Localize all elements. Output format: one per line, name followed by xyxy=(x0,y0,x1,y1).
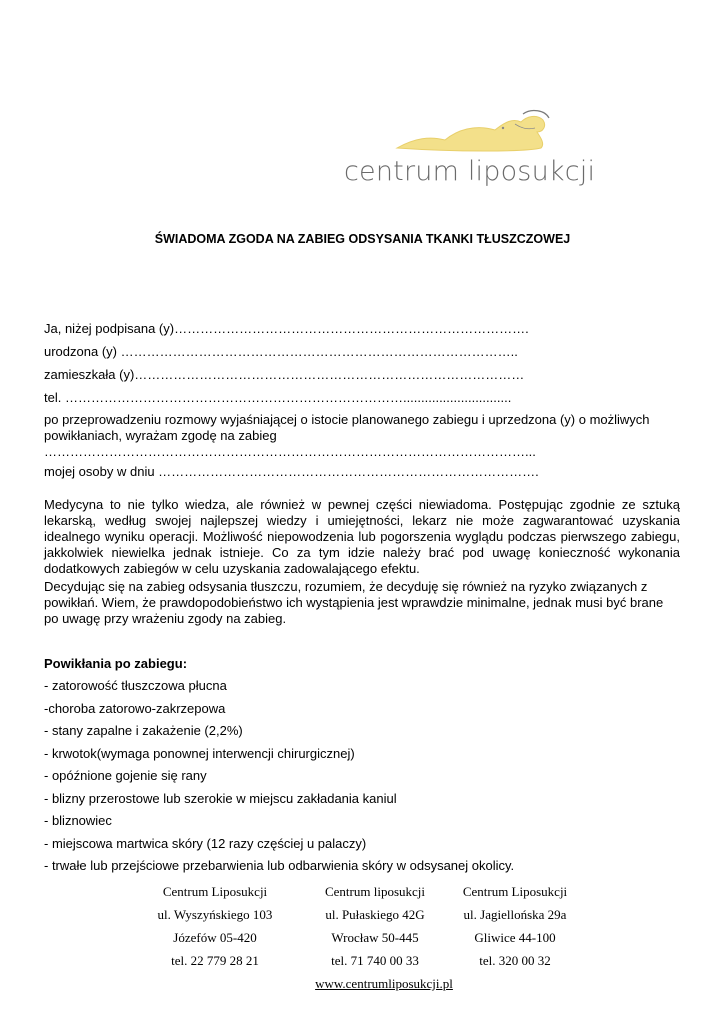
website-link[interactable]: www.centrumliposukcji.pl xyxy=(315,976,453,991)
clinic-street: ul. Jagiellońska 29a xyxy=(463,907,567,922)
document-title: ŚWIADOMA ZGODA NA ZABIEG ODSYSANIA TKANKI TŁUSZCZOWEJ xyxy=(154,232,571,246)
logo-text: centrum liposukcji xyxy=(344,156,596,187)
clinic-name: Centrum liposukcji xyxy=(324,884,426,899)
clinic-street: ul. Pułaskiego 42G xyxy=(325,907,425,922)
clinic-name: Centrum Liposukcji xyxy=(462,884,568,899)
list-item: - trwałe lub przejściowe przebarwienia lub odbarwienia skóry w odsysanej okolicy. xyxy=(44,858,515,873)
form-line-name: Ja, niżej podpisana (y)………………………………………………………………………. xyxy=(44,321,529,336)
form-line-date: mojej osoby w dniu ……………………………………………………………………………. xyxy=(44,464,539,479)
clinic-street: ul. Wyszyńskiego 103 xyxy=(157,907,273,922)
list-item: - bliznowiec xyxy=(44,813,112,828)
clinic-phone: tel. 71 740 00 33 xyxy=(331,953,419,968)
clinic-city: Gliwice 44-100 xyxy=(474,930,556,945)
list-item: - stany zapalne i zakażenie (2,2%) xyxy=(44,723,243,738)
list-item: - opóźnione gojenie się rany xyxy=(44,768,207,783)
clinic-city: Józefów 05-420 xyxy=(173,930,257,945)
paragraph-medicine: Medycyna to nie tylko wiedza, ale również w pewnej części niewiadoma. Postępując zgodnie ze sztuką lekarską, według swojej najlepszej wiedzy i umiejętności, lekarz nie może zagwarantować uzyskania idealnego wyniku operacji. Możliwość niepowodzenia lub pogorszenia wyglądu podczas pierwszego zabiegu, jakkolwiek niewielka jednak istnieje. Co za tym idzie należy brać pod uwagę konieczność wykonania dodatkowych zabiegów w celu uzyskania zadowalającego efektu. xyxy=(44,497,680,576)
clinic-gliwice xyxy=(440,884,590,976)
form-line-procedure: …………………………………………………………………………………………………... xyxy=(44,444,536,459)
clinic-phone: tel. 22 779 28 21 xyxy=(171,953,259,968)
clinic-name: Centrum Liposukcji xyxy=(162,884,268,899)
list-item: - blizny przerostowe lub szerokie w miejscu zakładania kaniul xyxy=(44,790,397,806)
form-line-address: zamieszkała (y)……………………………………………………………………………… xyxy=(44,367,525,382)
paragraph-risk: Decydując się na zabieg odsysania tłuszczu, rozumiem, że decyduję się również na ryzyko związanych z powikłań. Wiem, że prawdopodobieństwo ich wystąpienia jest wprawdzie minimalne, jednak musi być brane po uwagę przy wrażeniu zgody na zabieg. xyxy=(44,579,664,626)
complications-header: Powikłania po zabiegu: xyxy=(44,656,188,671)
list-item: - zatorowość tłuszczowa płucna xyxy=(44,678,227,693)
list-item: - miejscowa martwica skóry (12 razy częściej u palaczy) xyxy=(44,835,367,851)
form-line-birth: urodzona (y) ……………………………………………………………………………….. xyxy=(44,344,518,359)
clinic-phone: tel. 320 00 32 xyxy=(479,953,551,968)
company-logo xyxy=(340,108,596,188)
clinic-jozefow xyxy=(140,884,290,976)
form-line-phone: tel. …………………………………………………………………….............................. xyxy=(44,390,512,405)
clinic-wroclaw xyxy=(300,884,450,976)
clinic-city: Wrocław 50-445 xyxy=(331,930,419,945)
complications-list xyxy=(44,656,514,881)
consent-statement: po przeprowadzeniu rozmowy wyjaśniającej o istocie planowanego zabiegu i uprzedzona (y) o możliwych powikłaniach, wyrażam zgodę na zabieg xyxy=(44,412,650,443)
list-item: - krwotok(wymaga ponownej interwencji chirurgicznej) xyxy=(44,745,355,761)
reclining-figure-icon xyxy=(395,108,555,160)
list-item: -choroba zatorowo-zakrzepowa xyxy=(44,700,226,716)
